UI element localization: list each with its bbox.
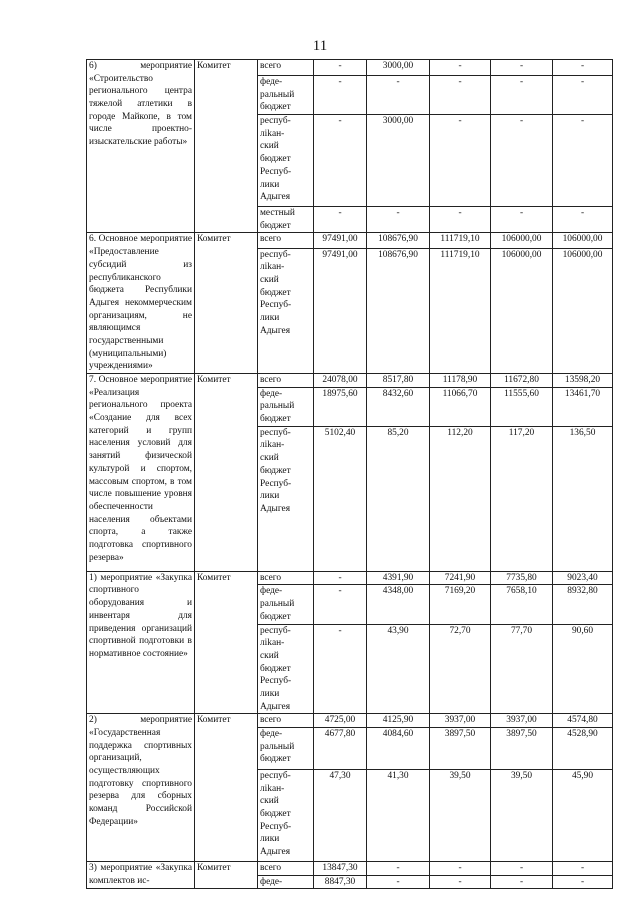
amount-cell: 106000,00 — [491, 233, 553, 248]
responsible-cell: Комитет — [195, 233, 258, 374]
funding-source-cell: всего — [258, 571, 314, 585]
amount-cell: 11178,90 — [430, 374, 491, 388]
table-row — [87, 374, 613, 388]
amount-cell: 136,50 — [553, 426, 613, 571]
funding-source-cell: местный бюджет — [258, 207, 314, 233]
activity-cell: 7. Основное мероприятие «Реализация регионального проекта «Создание для всех категорий и групп населения условий для занятий физической культурой и спортом, массовым спортом, в том числе повышение уровня обеспеченности населения объектами спорта, а также подготовка спортивного резерва» — [87, 374, 195, 572]
amount-cell: 3000,00 — [367, 115, 430, 207]
amount-cell: - — [430, 207, 491, 233]
amount-cell: - — [553, 207, 613, 233]
amount-cell: 7241,90 — [430, 571, 491, 585]
amount-cell: 97491,00 — [314, 248, 367, 374]
amount-cell: - — [553, 862, 613, 876]
amount-cell: - — [430, 862, 491, 876]
amount-cell: - — [491, 207, 553, 233]
amount-cell: 72,70 — [430, 624, 491, 714]
funding-source-cell: респуб- лikан- ский бюджет Респуб- лики Адыгея — [258, 426, 314, 571]
amount-cell: 4084,60 — [367, 728, 430, 770]
amount-cell: - — [314, 76, 367, 115]
funding-source-cell: всего — [258, 60, 314, 76]
page-number: 11 — [312, 38, 328, 54]
funding-source-cell: всего — [258, 233, 314, 248]
amount-cell: - — [553, 875, 613, 889]
amount-cell: - — [314, 585, 367, 624]
amount-cell: 4391,90 — [367, 571, 430, 585]
amount-cell: 112,20 — [430, 426, 491, 571]
amount-cell: 8847,30 — [314, 875, 367, 889]
funding-source-cell: респуб- лikан- ский бюджет Респуб- лики Адыгея — [258, 624, 314, 714]
amount-cell: - — [430, 60, 491, 76]
amount-cell: 108676,90 — [367, 233, 430, 248]
amount-cell: - — [314, 624, 367, 714]
amount-cell: - — [314, 571, 367, 585]
amount-cell: - — [314, 207, 367, 233]
amount-cell: 18975,60 — [314, 387, 367, 426]
table-row — [87, 862, 613, 876]
amount-cell: - — [491, 60, 553, 76]
funding-source-cell: респуб- лikан- ский бюджет Респуб- лики Адыгея — [258, 115, 314, 207]
amount-cell: 106000,00 — [553, 233, 613, 248]
amount-cell: 8517,80 — [367, 374, 430, 388]
amount-cell: - — [491, 76, 553, 115]
amount-cell: 11672,80 — [491, 374, 553, 388]
amount-cell: 97491,00 — [314, 233, 367, 248]
amount-cell: 7169,20 — [430, 585, 491, 624]
amount-cell: - — [553, 76, 613, 115]
table-row — [87, 233, 613, 248]
amount-cell: 4574,80 — [553, 714, 613, 728]
amount-cell: - — [430, 875, 491, 889]
budget-table — [86, 59, 613, 889]
activity-cell: 6) мероприятие «Строительство регионального центра тяжелой атлетики в городе Майкопе, в том числе проектно-изыскательские работы» — [87, 60, 195, 233]
responsible-cell: Комитет — [195, 374, 258, 572]
amount-cell: 8932,80 — [553, 585, 613, 624]
amount-cell: 47,30 — [314, 770, 367, 862]
amount-cell: 4677,80 — [314, 728, 367, 770]
funding-source-cell: всего — [258, 714, 314, 728]
amount-cell: 106000,00 — [553, 248, 613, 374]
responsible-cell: Комитет — [195, 571, 258, 714]
funding-source-cell: всего — [258, 862, 314, 876]
amount-cell: 43,90 — [367, 624, 430, 714]
amount-cell: 39,50 — [491, 770, 553, 862]
amount-cell: 4528,90 — [553, 728, 613, 770]
responsible-cell: Комитет — [195, 714, 258, 862]
amount-cell: 106000,00 — [491, 248, 553, 374]
table-row — [87, 714, 613, 728]
amount-cell: 39,50 — [430, 770, 491, 862]
amount-cell: 13598,20 — [553, 374, 613, 388]
amount-cell: - — [491, 115, 553, 207]
amount-cell: 8432,60 — [367, 387, 430, 426]
amount-cell: 90,60 — [553, 624, 613, 714]
amount-cell: 3000,00 — [367, 60, 430, 76]
amount-cell: 111719,10 — [430, 248, 491, 374]
amount-cell: 41,30 — [367, 770, 430, 862]
amount-cell: - — [367, 862, 430, 876]
amount-cell: 117,20 — [491, 426, 553, 571]
amount-cell: - — [553, 115, 613, 207]
activity-cell: 2) мероприятие «Государственная поддержка спортивных организаций, осуществляющих подготовку спортивного резерва для сборных команд Российской Федерации» — [87, 714, 195, 862]
amount-cell: 45,90 — [553, 770, 613, 862]
amount-cell: - — [491, 862, 553, 876]
amount-cell: 4725,00 — [314, 714, 367, 728]
amount-cell: 108676,90 — [367, 248, 430, 374]
funding-source-cell: феде- ральный бюджет — [258, 387, 314, 426]
funding-source-cell: феде- ральный бюджет — [258, 728, 314, 770]
amount-cell: - — [553, 60, 613, 76]
amount-cell: - — [491, 875, 553, 889]
amount-cell: 3897,50 — [491, 728, 553, 770]
activity-cell: 3) мероприятие «Закупка комплектов ис- — [87, 862, 195, 889]
amount-cell: - — [314, 60, 367, 76]
amount-cell: 3937,00 — [491, 714, 553, 728]
amount-cell: - — [430, 76, 491, 115]
amount-cell: 13847,30 — [314, 862, 367, 876]
responsible-cell: Комитет — [195, 60, 258, 233]
amount-cell: 4125,90 — [367, 714, 430, 728]
amount-cell: 3897,50 — [430, 728, 491, 770]
amount-cell: - — [314, 115, 367, 207]
funding-source-cell: респуб- лikан- ский бюджет Респуб- лики Адыгея — [258, 248, 314, 374]
funding-source-cell: респуб- лikан- ский бюджет Респуб- лики Адыгея — [258, 770, 314, 862]
funding-source-cell: феде- — [258, 875, 314, 889]
amount-cell: 5102,40 — [314, 426, 367, 571]
amount-cell: 11066,70 — [430, 387, 491, 426]
amount-cell: 77,70 — [491, 624, 553, 714]
amount-cell: 85,20 — [367, 426, 430, 571]
table-row — [87, 60, 613, 76]
activity-cell: 1) мероприятие «Закупка спортивного оборудования и инвентаря для приведения организаций спортивной подготовки в нормативное состояние» — [87, 571, 195, 714]
amount-cell: 7735,80 — [491, 571, 553, 585]
amount-cell: - — [430, 115, 491, 207]
amount-cell: - — [367, 76, 430, 115]
funding-source-cell: феде- ральный бюджет — [258, 76, 314, 115]
activity-cell: 6. Основное мероприятие «Предоставление субсидий из республиканского бюджета Республики Адыгея некоммерческим организациям, не являющимся государственными (муниципальными) учреждениями» — [87, 233, 195, 374]
amount-cell: - — [367, 875, 430, 889]
amount-cell: 3937,00 — [430, 714, 491, 728]
responsible-cell: Комитет — [195, 862, 258, 889]
amount-cell: 13461,70 — [553, 387, 613, 426]
amount-cell: 24078,00 — [314, 374, 367, 388]
amount-cell: - — [367, 207, 430, 233]
table-row — [87, 571, 613, 585]
amount-cell: 11555,60 — [491, 387, 553, 426]
amount-cell: 111719,10 — [430, 233, 491, 248]
funding-source-cell: феде- ральный бюджет — [258, 585, 314, 624]
amount-cell: 4348,00 — [367, 585, 430, 624]
funding-source-cell: всего — [258, 374, 314, 388]
amount-cell: 9023,40 — [553, 571, 613, 585]
amount-cell: 7658,10 — [491, 585, 553, 624]
